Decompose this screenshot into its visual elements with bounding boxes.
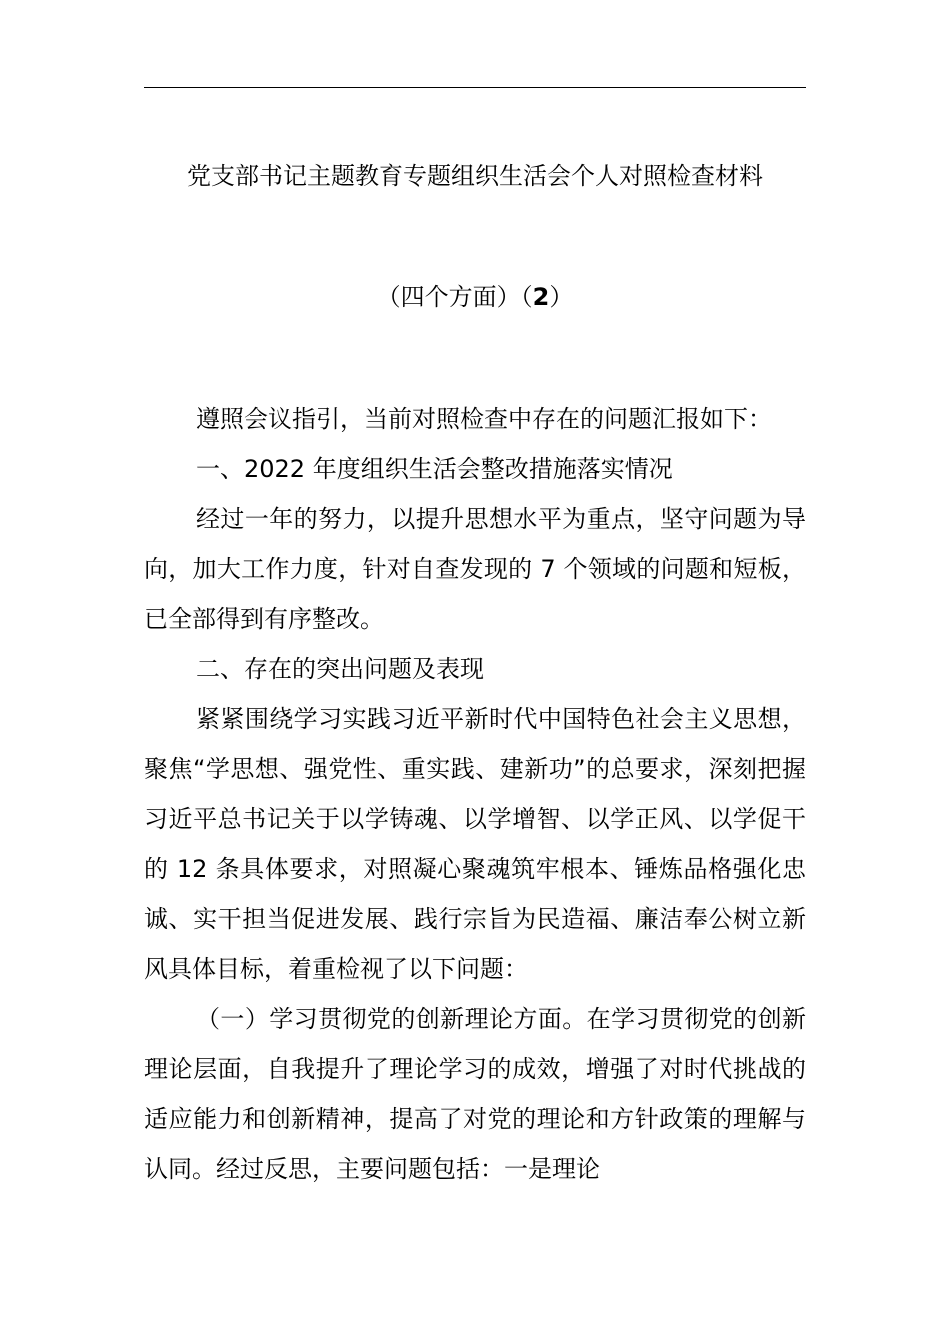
document-title: 党支部书记主题教育专题组织生活会个人对照检查材料 [187,162,763,190]
paragraph-intro: 遵照会议指引，当前对照检查中存在的问题汇报如下： [196,405,772,433]
document-subtitle [0,281,950,313]
section-heading-2: 二、存在的突出问题及表现 [196,655,484,683]
document-body [144,394,806,1194]
paragraph-rectification: 经过一年的努力，以提升思想水平为重点，坚守问题为导向，加大工作力度，针对自查发现的 7 个领域的问题和短板，已全部得到有序整改。 [144,505,806,633]
subtitle-prefix: （四个方面）（ [376,283,533,311]
paragraph-theory-study: （一）学习贯彻党的创新理论方面。在学习贯彻党的创新理论层面，自我提升了理论学习的成效，增强了对时代挑战的适应能力和创新精神，提高了对党的理论和方针政策的理解与认同。经过反思，主要问题包括：一是理论 [144,1005,806,1183]
subtitle-number: 2 [532,283,550,311]
header-rule [144,87,806,88]
paragraph-requirements: 紧紧围绕学习实践习近平新时代中国特色社会主义思想，聚焦“学思想、强党性、重实践、建新功”的总要求，深刻把握习近平总书记关于以学铸魂、以学增智、以学正风、以学促干的 12 条具体要求，对照凝心聚魂筑牢根本、锤炼品格强化忠诚、实干担当促进发展、践行宗旨为民造福、廉洁奉公树立新风具体目标，着重检视了以下问题： [144,705,806,983]
subtitle-suffix: ） [549,283,574,311]
section-heading-1: 一、2022 年度组织生活会整改措施落实情况 [196,455,673,483]
